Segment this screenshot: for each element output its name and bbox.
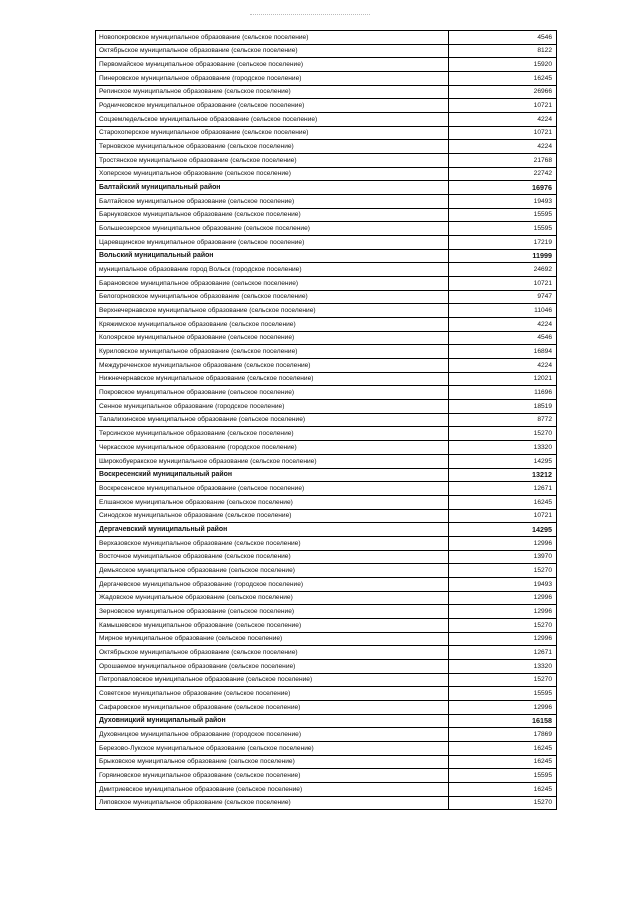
value-cell: 16245 [449, 72, 557, 86]
municipality-name: муниципальное образование город Вольск (городское поселение) [96, 263, 449, 277]
table-row [96, 591, 557, 605]
table-row [96, 72, 557, 86]
table-row [96, 113, 557, 127]
value-cell: 22742 [449, 167, 557, 181]
value-cell: 13320 [449, 441, 557, 455]
municipal-table [95, 30, 557, 810]
municipality-name: Широкобуеракское муниципальное образование (сельское поселение) [96, 454, 449, 468]
municipality-name: Покровское муниципальное образование (сельское поселение) [96, 386, 449, 400]
table-row [96, 140, 557, 154]
municipality-name: Сафаровское муниципальное образование (сельское поселение) [96, 700, 449, 714]
municipality-name: Терновское муниципальное образование (сельское поселение) [96, 140, 449, 154]
district-name: Дергачевский муниципальный район [96, 523, 449, 537]
municipality-name: Куриловское муниципальное образование (сельское поселение) [96, 345, 449, 359]
municipality-name: Березово-Лукское муниципальное образование (сельское поселение) [96, 741, 449, 755]
municipality-name: Барнуковское муниципальное образование (сельское поселение) [96, 208, 449, 222]
table-row [96, 564, 557, 578]
table-row [96, 536, 557, 550]
value-cell: 26966 [449, 85, 557, 99]
value-cell: 14295 [449, 523, 557, 537]
municipality-name: Первомайское муниципальное образование (сельское поселение) [96, 58, 449, 72]
municipality-name: Дмитриевское муниципальное образование (сельское поселение) [96, 782, 449, 796]
table-row [96, 222, 557, 236]
value-cell: 15270 [449, 427, 557, 441]
table-row [96, 290, 557, 304]
municipality-name: Сенное муниципальное образование (городское поселение) [96, 400, 449, 414]
table-row [96, 454, 557, 468]
value-cell: 13970 [449, 550, 557, 564]
value-cell: 11696 [449, 386, 557, 400]
value-cell: 13212 [449, 468, 557, 482]
table-row [96, 386, 557, 400]
value-cell: 10721 [449, 99, 557, 113]
table-row [96, 687, 557, 701]
table-row [96, 304, 557, 318]
table-row [96, 58, 557, 72]
table-row [96, 195, 557, 209]
table-row [96, 331, 557, 345]
value-cell: 10721 [449, 126, 557, 140]
value-cell: 15270 [449, 618, 557, 632]
table-row [96, 318, 557, 332]
municipality-name: Октябрьское муниципальное образование (сельское поселение) [96, 646, 449, 660]
municipality-name: Нижнечернавское муниципальное образование (сельское поселение) [96, 372, 449, 386]
value-cell: 19493 [449, 195, 557, 209]
municipality-name: Пинеровское муниципальное образование (городское поселение) [96, 72, 449, 86]
value-cell: 17869 [449, 728, 557, 742]
value-cell: 15595 [449, 222, 557, 236]
district-row [96, 714, 557, 728]
municipality-name: Липовское муниципальное образование (сельское поселение) [96, 796, 449, 810]
municipality-name: Мирное муниципальное образование (сельское поселение) [96, 632, 449, 646]
table-row [96, 208, 557, 222]
table-row [96, 550, 557, 564]
municipality-name: Зерновское муниципальное образование (сельское поселение) [96, 605, 449, 619]
municipality-name: Хоперское муниципальное образование (сельское поселение) [96, 167, 449, 181]
municipality-name: Верхнечернавское муниципальное образование (сельское поселение) [96, 304, 449, 318]
table-row [96, 673, 557, 687]
value-cell: 12671 [449, 482, 557, 496]
municipality-name: Колоярское муниципальное образование (сельское поселение) [96, 331, 449, 345]
value-cell: 4224 [449, 140, 557, 154]
table-row [96, 44, 557, 58]
table-row [96, 441, 557, 455]
table-row [96, 345, 557, 359]
municipality-name: Октябрьское муниципальное образование (сельское поселение) [96, 44, 449, 58]
value-cell: 8122 [449, 44, 557, 58]
district-row [96, 468, 557, 482]
table-row [96, 509, 557, 523]
value-cell: 12671 [449, 646, 557, 660]
district-name: Балтайский муниципальный район [96, 181, 449, 195]
value-cell: 10721 [449, 509, 557, 523]
municipality-name: Черкасское муниципальное образование (городское поселение) [96, 441, 449, 455]
table-row [96, 427, 557, 441]
value-cell: 4546 [449, 31, 557, 45]
municipality-name: Кряжимское муниципальное образование (сельское поселение) [96, 318, 449, 332]
municipality-name: Родничковское муниципальное образование (сельское поселение) [96, 99, 449, 113]
municipality-name: Горяиновское муниципальное образование (сельское поселение) [96, 769, 449, 783]
value-cell: 16894 [449, 345, 557, 359]
table-row [96, 577, 557, 591]
table-row [96, 167, 557, 181]
value-cell: 12996 [449, 700, 557, 714]
municipality-name: Восточное муниципальное образование (сельское поселение) [96, 550, 449, 564]
table-row [96, 400, 557, 414]
municipality-name: Камышевское муниципальное образование (сельское поселение) [96, 618, 449, 632]
table-row [96, 85, 557, 99]
value-cell: 16245 [449, 741, 557, 755]
municipality-name: Синодское муниципальное образование (сельское поселение) [96, 509, 449, 523]
municipality-name: Демьясское муниципальное образование (сельское поселение) [96, 564, 449, 578]
table-row [96, 99, 557, 113]
value-cell: 16976 [449, 181, 557, 195]
municipality-name: Верхазовское муниципальное образование (сельское поселение) [96, 536, 449, 550]
table-row [96, 782, 557, 796]
value-cell: 15920 [449, 58, 557, 72]
table-row [96, 741, 557, 755]
value-cell: 12996 [449, 605, 557, 619]
district-name: Вольский муниципальный район [96, 249, 449, 263]
table-row [96, 154, 557, 168]
value-cell: 16245 [449, 782, 557, 796]
table-row [96, 769, 557, 783]
value-cell: 15270 [449, 796, 557, 810]
table-row [96, 126, 557, 140]
value-cell: 12996 [449, 591, 557, 605]
scan-artifact-line [250, 14, 370, 16]
table-row [96, 359, 557, 373]
municipality-name: Петропавловское муниципальное образование (сельское поселение) [96, 673, 449, 687]
municipality-name: Елшанское муниципальное образование (сельское поселение) [96, 495, 449, 509]
table-row [96, 700, 557, 714]
value-cell: 15270 [449, 564, 557, 578]
municipality-name: Терсинское муниципальное образование (сельское поселение) [96, 427, 449, 441]
table-row [96, 605, 557, 619]
value-cell: 4224 [449, 318, 557, 332]
value-cell: 16158 [449, 714, 557, 728]
value-cell: 11999 [449, 249, 557, 263]
municipality-name: Советское муниципальное образование (сельское поселение) [96, 687, 449, 701]
table-row [96, 372, 557, 386]
value-cell: 15270 [449, 673, 557, 687]
value-cell: 12996 [449, 632, 557, 646]
value-cell: 15595 [449, 687, 557, 701]
district-row [96, 181, 557, 195]
municipality-name: Большеозерское муниципальное образование (сельское поселение) [96, 222, 449, 236]
municipality-name: Талалихинское муниципальное образование (сельское поселение) [96, 413, 449, 427]
value-cell: 16245 [449, 495, 557, 509]
district-name: Духовницкий муниципальный район [96, 714, 449, 728]
district-row [96, 249, 557, 263]
table-row [96, 796, 557, 810]
value-cell: 11046 [449, 304, 557, 318]
table-row [96, 728, 557, 742]
value-cell: 14295 [449, 454, 557, 468]
municipality-name: Старохоперское муниципальное образование (сельское поселение) [96, 126, 449, 140]
table-row [96, 236, 557, 250]
district-row [96, 523, 557, 537]
value-cell: 12996 [449, 536, 557, 550]
table-row [96, 413, 557, 427]
table-row [96, 632, 557, 646]
municipality-name: Междуреченское муниципальное образование (сельское поселение) [96, 359, 449, 373]
municipality-name: Дергачевское муниципальное образование (городское поселение) [96, 577, 449, 591]
value-cell: 4224 [449, 359, 557, 373]
value-cell: 19493 [449, 577, 557, 591]
municipality-name: Жадовское муниципальное образование (сельское поселение) [96, 591, 449, 605]
table-row [96, 618, 557, 632]
value-cell: 18519 [449, 400, 557, 414]
municipality-name: Новопокровское муниципальное образование (сельское поселение) [96, 31, 449, 45]
value-cell: 17219 [449, 236, 557, 250]
table-row [96, 277, 557, 291]
table-row [96, 263, 557, 277]
value-cell: 9747 [449, 290, 557, 304]
municipality-name: Царевщинское муниципальное образование (сельское поселение) [96, 236, 449, 250]
municipality-name: Тростянское муниципальное образование (сельское поселение) [96, 154, 449, 168]
municipality-name: Репинское муниципальное образование (сельское поселение) [96, 85, 449, 99]
value-cell: 12021 [449, 372, 557, 386]
value-cell: 13320 [449, 659, 557, 673]
municipality-name: Соцземледельское муниципальное образование (сельское поселение) [96, 113, 449, 127]
municipality-name: Духовницкое муниципальное образование (городское поселение) [96, 728, 449, 742]
municipality-name: Брыковское муниципальное образование (сельское поселение) [96, 755, 449, 769]
value-cell: 8772 [449, 413, 557, 427]
table-row [96, 659, 557, 673]
value-cell: 4546 [449, 331, 557, 345]
municipal-table-body [96, 31, 557, 810]
table-row [96, 755, 557, 769]
table-row [96, 646, 557, 660]
value-cell: 15595 [449, 769, 557, 783]
value-cell: 21768 [449, 154, 557, 168]
table-row [96, 482, 557, 496]
value-cell: 10721 [449, 277, 557, 291]
value-cell: 4224 [449, 113, 557, 127]
municipality-name: Воскресенское муниципальное образование (сельское поселение) [96, 482, 449, 496]
district-name: Воскресенский муниципальный район [96, 468, 449, 482]
table-row [96, 31, 557, 45]
municipality-name: Балтайское муниципальное образование (сельское поселение) [96, 195, 449, 209]
municipality-name: Белогорновское муниципальное образование (сельское поселение) [96, 290, 449, 304]
municipality-name: Барановское муниципальное образование (сельское поселение) [96, 277, 449, 291]
value-cell: 24692 [449, 263, 557, 277]
table-row [96, 495, 557, 509]
municipality-name: Орошаемое муниципальное образование (сельское поселение) [96, 659, 449, 673]
value-cell: 16245 [449, 755, 557, 769]
value-cell: 15595 [449, 208, 557, 222]
